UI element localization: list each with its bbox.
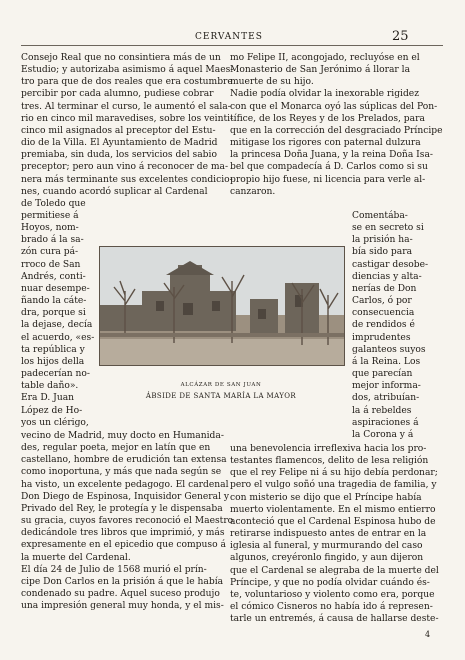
- text-line: propio hijo fuese, ni licencia para verle al-: [230, 174, 426, 185]
- text-line: algunos, creyéronlo fingido, y aun dijeron: [230, 553, 424, 564]
- text-line: Monasterio de San Jerónimo á llorar la: [230, 65, 411, 76]
- text-line: cipe Don Carlos en la prisión á que le había: [21, 576, 224, 587]
- text-line: aconteció que el Cardenal Espinosa hubo de: [230, 516, 436, 527]
- text-line: tres. Al terminar el curso, le aumentó el sala-: [21, 101, 231, 112]
- text-line: Comentába-: [352, 211, 408, 221]
- text-line: mitigase los rigores con paternal dulzura: [230, 138, 421, 149]
- text-line: Estudio; y autorizaba asimismo á aquel Maes-: [21, 65, 234, 76]
- church-illustration: [100, 247, 344, 365]
- right-side-text: [352, 210, 444, 441]
- text-line: retirarse indispuesto antes de entrar en la: [230, 529, 427, 540]
- text-line: table daño».: [21, 381, 79, 392]
- text-line: dos, atribuían-: [352, 393, 420, 404]
- text-line: aspiraciones á: [352, 417, 419, 428]
- text-line: la princesa Doña Juana, y la reina Doña Isa-: [230, 150, 433, 161]
- text-line: los hijos della: [21, 356, 85, 367]
- text-line: ñando la cáte-: [21, 296, 87, 307]
- text-line: vecino de Madrid, muy docto en Humanida-: [21, 431, 224, 441]
- text-line: con que el Monarca oyó las súplicas del Pon-: [230, 101, 438, 112]
- text-line: de rendidos é: [352, 320, 415, 331]
- text-line: una impresión general muy honda, y el mis-: [21, 601, 224, 612]
- text-line: de Toledo que: [21, 198, 86, 209]
- figure-small-caption: ALCÁZAR DE SAN JUAN: [180, 382, 262, 388]
- left-side-text: [21, 210, 95, 429]
- text-line: Carlos, ó por: [352, 296, 412, 307]
- text-line: el cómico Cisneros no había ido á represen-: [230, 602, 433, 613]
- photo-figure: [99, 246, 343, 364]
- text-line: des, regular poeta, mejor en latín que en: [21, 443, 211, 454]
- text-line: la á rebeldes: [352, 405, 412, 416]
- text-line: se en secreto si: [352, 223, 424, 234]
- text-line: una benevolencia irreflexiva hacia los pro-: [230, 444, 427, 454]
- text-line: que el rey Felipe ni á su hijo debía perdonar;: [230, 468, 438, 479]
- text-line: dedicándole tres libros que imprimió, y más: [21, 528, 225, 539]
- text-line: Privado del Rey, le protegía y le dispensaba: [21, 503, 223, 514]
- church-photo: [99, 246, 345, 366]
- text-line: el acuerdo, «es-: [21, 332, 95, 343]
- text-line: premiaba, sin duda, los servicios del sabio: [21, 150, 217, 161]
- text-line: ha visto, un excelente pedagogo. El cardenal: [21, 479, 229, 490]
- right-column: [230, 52, 444, 198]
- left-column: [21, 52, 236, 210]
- text-line: yos un clérigo,: [21, 417, 89, 428]
- left-column-bottom-text: [21, 430, 236, 612]
- text-line: castigar desobe-: [352, 259, 429, 270]
- signature-mark: 4: [425, 630, 431, 639]
- text-line: Consejo Real que no consintiera más de un: [21, 53, 221, 63]
- text-line: mo Felipe II, acongojado, recluyóse en el: [230, 53, 420, 63]
- text-line: dra, porque si: [21, 308, 86, 319]
- text-line: galanteos suyos: [352, 344, 426, 355]
- text-line: bel que compadecía á D. Carlos como si su: [230, 162, 428, 173]
- text-line: que el Cardenal se alegraba de la muerte del: [230, 565, 439, 576]
- text-line: Hoyos, nom-: [21, 223, 79, 234]
- text-line: percibir por cada alumno, pudiese cobrar: [21, 89, 214, 100]
- right-column-bottom-text: [230, 443, 444, 625]
- text-line: testantes flamencos, delito de lesa religión: [230, 456, 429, 467]
- text-line: permitiese á: [21, 211, 79, 221]
- text-line: expresamente en el epicedio que compuso á: [21, 540, 226, 551]
- text-line: bía sido para: [352, 247, 413, 258]
- text-line: Príncipe, y que no podía olvidar cuándo és-: [230, 577, 430, 588]
- text-line: como inoportuna, y más que nada según se: [21, 467, 222, 478]
- text-line: muerto violentamente. En el mismo entierro: [230, 504, 436, 515]
- text-line: castellano, hombre de erudición tan extensa: [21, 455, 227, 466]
- text-line: imprudentes: [352, 332, 411, 343]
- running-title: CERVANTES: [195, 32, 263, 42]
- text-line: Don Diego de Espinosa, Inquisidor General y: [21, 491, 230, 502]
- text-line: diencias y alta-: [352, 271, 422, 282]
- text-line: cinco mil asignados al preceptor del Estu-: [21, 125, 216, 136]
- page-number: 25: [392, 29, 409, 44]
- text-line: á la Reina. Los: [352, 356, 421, 367]
- text-line: brado á la sa-: [21, 235, 84, 246]
- text-line: pero el vulgo soñó una tragedia de familia, y: [230, 480, 437, 491]
- text-line: nes, cuando acordó suplicar al Cardenal: [21, 186, 208, 197]
- text-line: muerte de su hijo.: [230, 77, 314, 88]
- text-line: la dejase, decía: [21, 320, 93, 331]
- text-line: dio de la Villa. El Ayuntamiento de Madrid: [21, 138, 218, 149]
- text-line: tífice, de los Reyes y de los Prelados, para: [230, 113, 425, 124]
- text-line: Era D. Juan: [21, 393, 75, 404]
- left-column-top-text: [21, 52, 236, 210]
- text-line: rio en cinco mil maravedises, sobre los veinti-: [21, 113, 234, 124]
- figure-caption: ÁBSIDE DE SANTA MARÍA LA MAYOR: [145, 392, 297, 400]
- page-header: [0, 29, 465, 46]
- text-line: canzaron.: [230, 186, 276, 197]
- text-line: nerías de Don: [352, 283, 417, 294]
- text-line: El día 24 de Julio de 1568 murió el prín-: [21, 564, 207, 575]
- text-line: la prisión ha-: [352, 235, 413, 246]
- text-line: nera más terminante sus excelentes condicio-: [21, 174, 233, 185]
- header-rule: [21, 45, 443, 46]
- text-line: condenado su padre. Aquel suceso produjo: [21, 589, 220, 600]
- text-line: con misterio se dijo que el Príncipe había: [230, 492, 422, 503]
- text-line: padecerían no-: [21, 369, 90, 380]
- text-line: ta república y: [21, 344, 85, 355]
- text-line: preceptor; pero aun vino á reconocer de ma-: [21, 162, 229, 173]
- text-line: mejor informa-: [352, 381, 421, 392]
- text-line: la muerte del Cardenal.: [21, 552, 131, 563]
- text-line: tarle un entremés, á causa de hallarse deste-: [230, 614, 439, 625]
- text-line: que en la corrección del desgraciado Príncipe: [230, 125, 443, 136]
- text-line: iglesia al funeral, y murmurando del caso: [230, 541, 423, 552]
- text-line: te, voluntarioso y violento como era, porque: [230, 589, 435, 600]
- text-line: zón cura pá-: [21, 247, 79, 258]
- text-line: Andrés, conti-: [21, 271, 86, 282]
- text-line: rroco de San: [21, 259, 81, 270]
- text-line: su gracia, cuyos favores reconoció el Maestro: [21, 516, 234, 527]
- text-line: nuar desempe-: [21, 283, 90, 294]
- text-line: Nadie podía olvidar la inexorable rigidez: [230, 89, 419, 100]
- text-line: la Corona y á: [352, 429, 414, 440]
- text-line: que parecían: [352, 369, 413, 380]
- text-line: tro para que de dos reales que era costumbre: [21, 77, 233, 88]
- text-line: consecuencia: [352, 308, 415, 319]
- text-line: López de Ho-: [21, 405, 83, 416]
